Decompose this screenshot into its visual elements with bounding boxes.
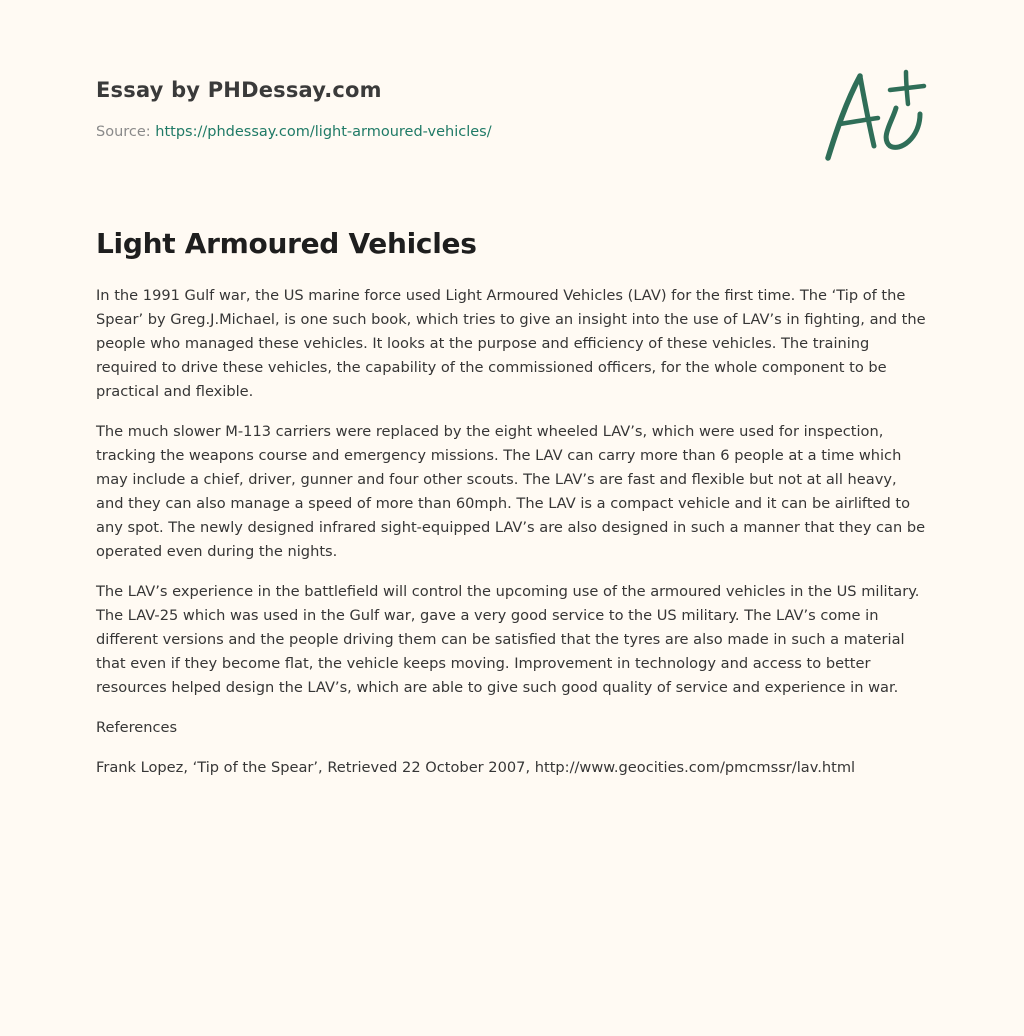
references-heading: References bbox=[96, 719, 178, 736]
paragraph: The much slower M-113 carriers were replaced by the eight wheeled LAV’s, which were used for inspection, tracking the weapons course and emergency missions. The LAV can carry more than 6 people at a time which may include a chief, driver, gunner and four other scouts. The LAV’s are fast and flexible but not at all heavy, and they can also manage a speed of more than 60mph. The LAV is a compact vehicle and it can be airlifted to any spot. The newly designed infrared sight-equipped LAV’s are also designed in such a manner that they can be operated even during the nights. bbox=[96, 423, 926, 560]
paragraph: The LAV’s experience in the battlefield will control the upcoming use of the armoured vehicles in the US military. The LAV-25 which was used in the Gulf war, gave a very good service to the US military. The LAV’s come in different versions and the people driving them can be satisfied that the tyres are also made in such a material that even if they become flat, the vehicle keeps moving. Improvement in technology and access to better resources helped design the LAV’s, which are able to give such good quality of service and experience in war. bbox=[96, 583, 920, 696]
brand-title: Essay by PHDessay.com bbox=[96, 78, 382, 102]
a-plus-logo-icon bbox=[818, 68, 928, 164]
source-link[interactable]: https://phdessay.com/light-armoured-vehicles/ bbox=[155, 124, 492, 140]
paragraph: In the 1991 Gulf war, the US marine force used Light Armoured Vehicles (LAV) for the first time. The ‘Tip of the Spear’ by Greg.J.Michael, is one such book, which tries to give an insight into the use of LAV’s in fighting, and the people who managed these vehicles. It looks at the purpose and efficiency of these vehicles. The training required to drive these vehicles, the capability of the commissioned officers, for the whole component to be practical and flexible. bbox=[96, 287, 926, 400]
article-body bbox=[96, 284, 928, 796]
reference-item: Frank Lopez, ‘Tip of the Spear’, Retrieved 22 October 2007, http://www.geocities.com/pmcmssr/lav.html bbox=[96, 759, 856, 776]
page-header bbox=[96, 74, 796, 142]
source-label: Source: bbox=[96, 124, 151, 140]
source-line bbox=[96, 122, 796, 142]
page-title: Light Armoured Vehicles bbox=[96, 227, 477, 260]
